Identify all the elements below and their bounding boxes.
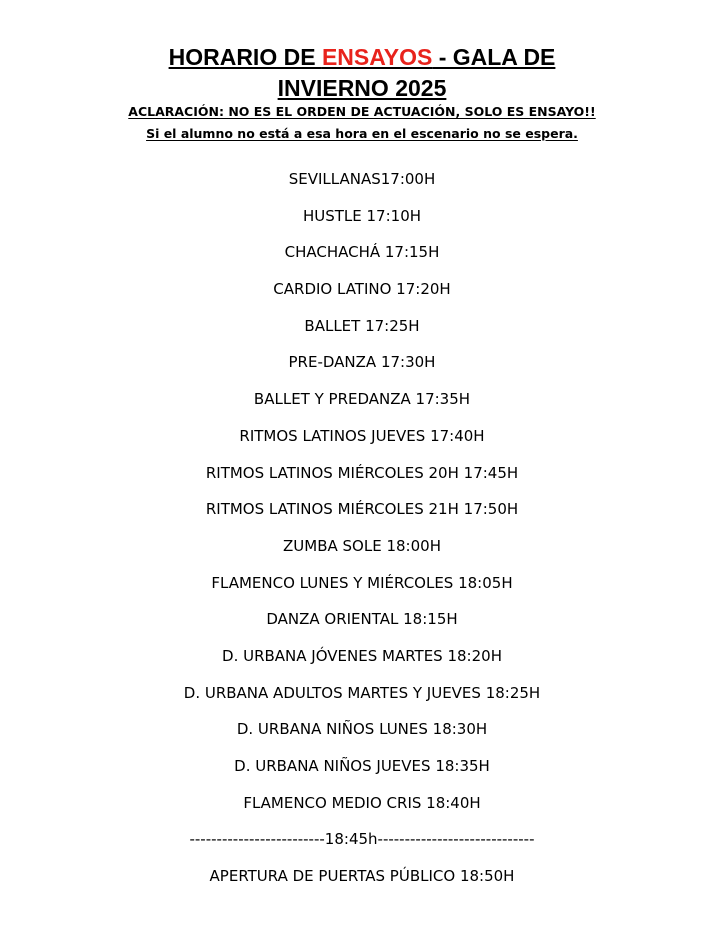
title-accent-word: ENSAYOS	[321, 44, 433, 71]
schedule-item: BALLET Y PREDANZA 17:35H	[253, 390, 471, 409]
schedule-item: SEVILLANAS17:00H	[288, 170, 436, 188]
schedule-item: DANZA ORIENTAL 18:15H	[266, 610, 458, 629]
schedule-list	[0, 169, 724, 903]
clarification-note: ACLARACIÓN: NO ES EL ORDEN DE ACTUACIÓN, SOLO ES ENSAYO!!	[128, 104, 596, 119]
schedule-item: ZUMBA SOLE 18:00H	[283, 536, 441, 555]
attendance-note: Si el alumno no está a esa hora en el escenario no se espera.	[146, 126, 578, 141]
title-part-2: - GALA DE	[432, 44, 556, 71]
schedule-item: D. URBANA JÓVENES MARTES 18:20H	[222, 646, 502, 665]
schedule-item: FLAMENCO MEDIO CRIS 18:40H	[243, 793, 481, 812]
schedule-item: D. URBANA ADULTOS MARTES Y JUEVES 18:25H	[183, 683, 541, 702]
schedule-item: D. URBANA NIÑOS LUNES 18:30H	[236, 720, 488, 739]
schedule-item-public-opening: APERTURA DE PUERTAS PÚBLICO 18:50H	[209, 867, 515, 886]
separator-time: -------------------------18:45h-----------------------------	[189, 830, 535, 849]
schedule-item: HUSTLE 17:10H	[302, 206, 422, 225]
title-line-2: INVIERNO 2025	[277, 75, 447, 102]
schedule-item: BALLET 17:25H	[304, 316, 420, 335]
schedule-item: RITMOS LATINOS MIÉRCOLES 20H 17:45H	[205, 463, 519, 482]
schedule-item: RITMOS LATINOS MIÉRCOLES 21H 17:50H	[205, 500, 519, 519]
schedule-item: PRE-DANZA 17:30H	[288, 353, 436, 372]
schedule-item: CARDIO LATINO 17:20H	[273, 280, 451, 299]
title-part-1: HORARIO DE	[168, 44, 322, 71]
title-line-1	[0, 42, 724, 73]
schedule-item: D. URBANA NIÑOS JUEVES 18:35H	[234, 757, 490, 775]
schedule-item: RITMOS LATINOS JUEVES 17:40H	[239, 426, 485, 445]
document-title	[0, 42, 724, 104]
schedule-item: FLAMENCO LUNES Y MIÉRCOLES 18:05H	[211, 573, 513, 592]
schedule-item: CHACHACHÁ 17:15H	[284, 243, 440, 262]
